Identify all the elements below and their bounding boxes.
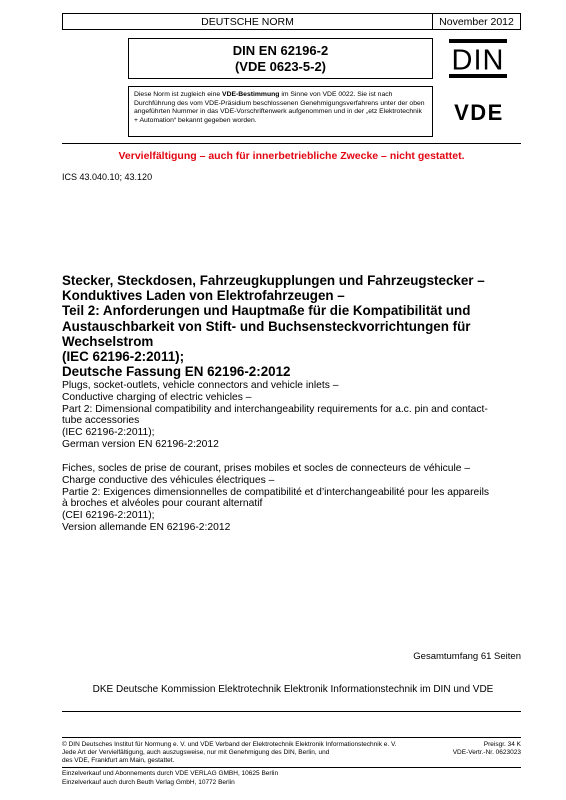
vde-order-number: VDE-Vertr.-Nr. 0623023 xyxy=(452,748,521,756)
designation-line-1: DIN EN 62196-2 xyxy=(232,43,329,58)
copyright-line: © DIN Deutsches Institut für Normung e. V. und VDE Verband der Elektrotechnik Elektronik Informationstechnik e. V. xyxy=(62,741,397,748)
french-title-line: (CEI 62196-2:2011); xyxy=(62,510,155,522)
standard-designation xyxy=(128,38,433,79)
french-title-line: Version allemande EN 62196-2:2012 xyxy=(62,521,231,533)
french-title-line: Partie 2: Exigences dimensionnelles de compatibilité et d’interchangeabilité pour les appareils xyxy=(62,486,489,498)
header-divider xyxy=(62,143,521,144)
german-title-line: Austauschbarkeit von Stift- und Buchsensteckvorrichtungen für xyxy=(62,318,471,334)
price-group: Preisgr. 34 K xyxy=(483,741,521,748)
german-title-line: (IEC 62196-2:2011); xyxy=(62,349,185,365)
german-title-line: Deutsche Fassung EN 62196-2:2012 xyxy=(62,364,291,380)
copyright-line: Jede Art der Vervielfältigung, auch auszugsweise, nur mit Genehmigung des DIN, Berlin, und xyxy=(62,748,330,756)
german-title xyxy=(62,273,524,379)
sales-divider xyxy=(62,767,521,768)
english-title xyxy=(62,380,524,451)
price-info xyxy=(453,741,521,757)
din-logo-text: DIN xyxy=(451,44,505,77)
footer-divider xyxy=(62,711,521,712)
vde-logo-text: VDE xyxy=(454,100,504,124)
sales-info xyxy=(62,769,521,787)
english-title-line: tube accessories xyxy=(62,415,140,427)
english-title-line: Part 2: Dimensional compatibility and interchangeability requirements for a.c. pin and contact- xyxy=(62,403,488,415)
ics-classification: ICS 43.040.10; 43.120 xyxy=(62,172,153,182)
sales-line: Einzelverkauf auch durch Beuth Verlag GmbH, 10772 Berlin xyxy=(62,779,235,786)
german-title-line: Teil 2: Anforderungen und Hauptmaße für die Kompatibilität und xyxy=(62,303,471,319)
copyright-line: des VDE, Frankfurt am Main, gestattet. xyxy=(62,756,175,764)
french-title-line: à broches et alvéoles pour courant alternatif xyxy=(62,498,263,510)
din-logo xyxy=(443,38,513,79)
english-title-line: German version EN 62196-2:2012 xyxy=(62,438,219,450)
norm-type-label: DEUTSCHE NORM xyxy=(62,13,433,30)
english-title-line: (IEC 62196-2:2011); xyxy=(62,427,155,439)
vde-logo xyxy=(441,100,517,124)
sales-line: Einzelverkauf und Abonnements durch VDE VERLAG GMBH, 10625 Berlin xyxy=(62,770,279,777)
german-title-line: Stecker, Steckdosen, Fahrzeugkupplungen und Fahrzeugstecker – xyxy=(62,273,485,288)
english-title-line: Plugs, socket-outlets, vehicle connectors and vehicle inlets – xyxy=(62,380,339,391)
german-title-line: Konduktives Laden von Elektrofahrzeugen – xyxy=(62,288,345,304)
designation-line-2: (VDE 0623-5-2) xyxy=(234,59,327,74)
french-title-line: Charge conductive des véhicules électriques – xyxy=(62,474,275,486)
publication-date: November 2012 xyxy=(433,13,521,30)
german-title-line: Wechselstrom xyxy=(62,333,154,349)
french-title-line: Fiches, socles de prise de courant, prises mobiles et socles de connecteurs de véhicule – xyxy=(62,463,471,474)
dke-committee: DKE Deutsche Kommission Elektrotechnik Elektronik Informationstechnik im DIN und VDE xyxy=(92,684,494,695)
total-page-count: Gesamtumfang 61 Seiten xyxy=(413,651,521,662)
footer-divider-2 xyxy=(62,737,521,738)
vde-bestimmung-term: VDE-Bestimmung xyxy=(222,91,280,98)
copy-prohibition-notice: Vervielfältigung – auch für innerbetriebliche Zwecke – nicht gestattet. xyxy=(118,150,465,162)
vde-determination-note: Diese Norm ist zugleich eine VDE-Bestimmung im Sinne von VDE 0022. Sie ist nach Durchführung des vom VDE-Präsidium beschlossenen Genehmigungsverfahrens unter der oben angeführten Nummer in das VDE-Vorschriftenwerk aufgenommen und in der „etz Elektrotechnik + Automation“ bekannt gegeben worden. xyxy=(128,86,433,137)
english-title-line: Conductive charging of electric vehicles – xyxy=(62,391,252,403)
french-title xyxy=(62,463,524,534)
